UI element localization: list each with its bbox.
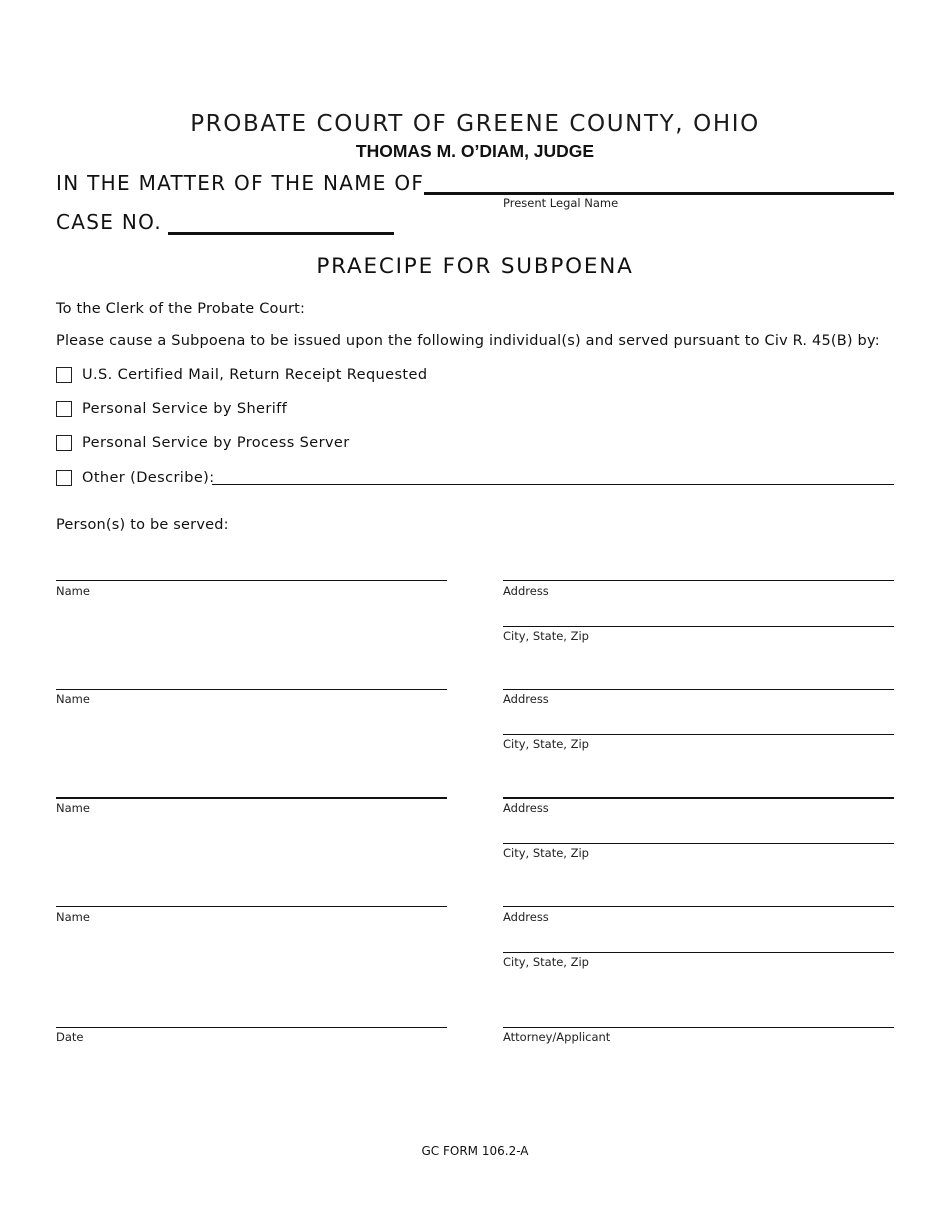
persons-section-label: Person(s) to be served: [56, 517, 229, 533]
person-city-field[interactable] [503, 734, 894, 735]
checkbox[interactable] [56, 470, 72, 486]
person-city-field[interactable] [503, 843, 894, 844]
option-other[interactable] [56, 468, 215, 488]
attorney-label: Attorney/Applicant [503, 1030, 611, 1044]
person-address-field[interactable] [503, 906, 894, 907]
option-certified-mail[interactable] [56, 365, 427, 385]
option-label: U.S. Certified Mail, Return Receipt Requested [82, 367, 428, 383]
date-field[interactable] [56, 1027, 447, 1028]
option-label: Personal Service by Process Server [82, 435, 350, 451]
name-label: Name [56, 692, 90, 706]
name-label: Name [56, 910, 90, 924]
person-city-field[interactable] [503, 952, 894, 953]
city-label: City, State, Zip [503, 955, 589, 969]
option-process-server[interactable] [56, 433, 350, 453]
checkbox[interactable] [56, 401, 72, 417]
option-sheriff[interactable] [56, 399, 287, 419]
city-label: City, State, Zip [503, 846, 589, 860]
checkbox[interactable] [56, 435, 72, 451]
person-name-field[interactable] [56, 580, 447, 581]
attorney-signature-field[interactable] [503, 1027, 894, 1028]
address-label: Address [503, 584, 549, 598]
option-label: Personal Service by Sheriff [82, 401, 288, 417]
court-name: PROBATE COURT OF GREENE COUNTY, OHIO [190, 111, 760, 137]
city-label: City, State, Zip [503, 629, 589, 643]
case-no-label: CASE NO. [56, 210, 162, 234]
form-title: PRAECIPE FOR SUBPOENA [316, 254, 634, 279]
person-city-field[interactable] [503, 626, 894, 627]
person-name-field[interactable] [56, 797, 447, 799]
present-legal-name-field[interactable] [424, 192, 894, 195]
form-number: GC FORM 106.2-A [421, 1144, 529, 1158]
address-label: Address [503, 910, 549, 924]
name-label: Name [56, 584, 90, 598]
person-address-field[interactable] [503, 797, 894, 799]
matter-label: IN THE MATTER OF THE NAME OF [56, 171, 425, 195]
address-label: Address [503, 692, 549, 706]
present-legal-name-label: Present Legal Name [503, 196, 619, 210]
instruction: Please cause a Subpoena to be issued upon the following individual(s) and served pursuant to Civ R. 45(B) by: [56, 333, 880, 349]
judge-name: THOMAS M. O’DIAM, JUDGE [355, 141, 595, 161]
person-address-field[interactable] [503, 689, 894, 690]
person-address-field[interactable] [503, 580, 894, 581]
case-no-field[interactable] [168, 232, 394, 235]
city-label: City, State, Zip [503, 737, 589, 751]
salutation: To the Clerk of the Probate Court: [56, 301, 306, 317]
other-describe-field[interactable] [212, 484, 894, 485]
person-name-field[interactable] [56, 689, 447, 690]
name-label: Name [56, 801, 90, 815]
date-label: Date [56, 1030, 84, 1044]
address-label: Address [503, 801, 549, 815]
person-name-field[interactable] [56, 906, 447, 907]
checkbox[interactable] [56, 367, 72, 383]
option-label: Other (Describe): [82, 470, 215, 486]
